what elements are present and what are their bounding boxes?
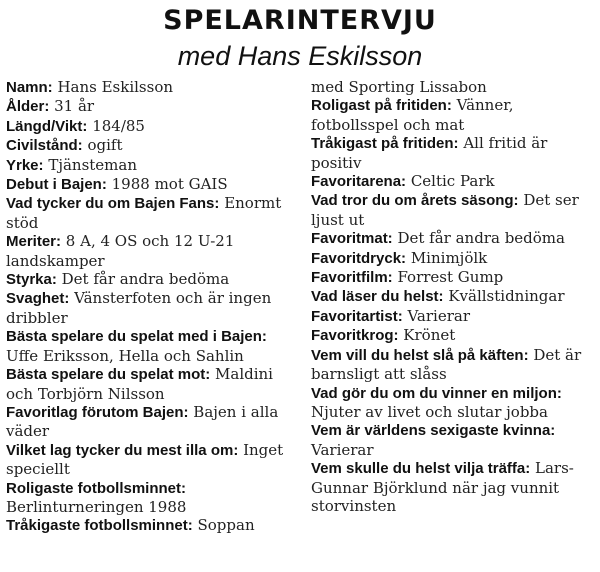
answer-text: 1988 mot GAIS bbox=[111, 175, 228, 194]
interview-entry bbox=[6, 156, 296, 175]
interview-entry bbox=[311, 96, 600, 134]
answer-text: Berlinturneringen 1988 bbox=[6, 497, 187, 516]
question-label: Favoritmat: bbox=[311, 230, 393, 248]
answer-text: All fritid är positiv bbox=[311, 134, 548, 172]
question-label: Svaghet: bbox=[6, 290, 70, 308]
question-label: Favoritlag förutom Bajen: bbox=[6, 403, 189, 421]
answer-text: 8 A, 4 OS och 12 U-21 landskamper bbox=[6, 232, 235, 270]
answer-text: 31 år bbox=[54, 97, 95, 116]
interview-entry bbox=[6, 365, 296, 403]
interview-entry bbox=[311, 134, 600, 172]
interview-column-left bbox=[6, 78, 296, 536]
question-label: Favoritartist: bbox=[311, 307, 403, 325]
question-label: Favoritarena: bbox=[311, 173, 407, 191]
question-label: Vad läser du helst: bbox=[311, 288, 444, 306]
interview-entry bbox=[6, 78, 296, 97]
question-label: Favoritdryck: bbox=[311, 249, 407, 267]
interview-entry bbox=[6, 289, 296, 327]
answer-text: Inget speciellt bbox=[6, 440, 284, 479]
answer-text: Lars-Gunnar Björklund när jag vunnit storvinsten bbox=[311, 459, 574, 515]
interview-column-right bbox=[311, 78, 600, 515]
interview-entry bbox=[6, 175, 296, 194]
page-subtitle: med Hans Eskilsson bbox=[177, 41, 423, 71]
question-label: Bästa spelare du spelat med i Bajen: bbox=[6, 328, 267, 346]
interview-entry bbox=[6, 516, 296, 535]
answer-text: Det får andra bedöma bbox=[61, 270, 230, 289]
interview-entry bbox=[311, 346, 600, 384]
question-label: Bästa spelare du spelat mot: bbox=[6, 366, 211, 384]
interview-entry bbox=[6, 479, 296, 517]
interview-entry bbox=[6, 194, 296, 232]
interview-entry bbox=[6, 136, 296, 155]
question-label: Vilket lag tycker du mest illa om: bbox=[6, 441, 239, 459]
answer-text: Det är barnsligt att slåss bbox=[311, 345, 582, 384]
answer-text: Celtic Park bbox=[410, 172, 495, 191]
interview-entry bbox=[311, 172, 600, 191]
question-label: Favoritkrog: bbox=[311, 327, 399, 345]
answer-text: Bajen i alla väder bbox=[6, 402, 279, 441]
question-label: Styrka: bbox=[6, 271, 57, 289]
answer-text: ogift bbox=[87, 136, 123, 155]
answer-text: Vänsterfoten och är ingen dribbler bbox=[6, 289, 272, 327]
answer-text: Enormt stöd bbox=[6, 194, 282, 232]
page-title: SPELARINTERVJU bbox=[163, 5, 437, 36]
answer-text: Vänner, fotbollsspel och mat bbox=[311, 96, 514, 134]
answer-text: Soppan bbox=[197, 516, 255, 535]
interview-entry bbox=[6, 441, 296, 479]
interview-entry bbox=[311, 307, 600, 326]
question-label: Vad tror du om årets säsong: bbox=[311, 192, 519, 210]
answer-text: Minimjölk bbox=[410, 248, 488, 267]
question-label: Vem är världens sexigaste kvinna: bbox=[311, 422, 556, 440]
question-label: Debut i Bajen: bbox=[6, 176, 107, 194]
question-label: Tråkigaste fotbollsminnet: bbox=[6, 517, 193, 535]
answer-text: Krönet bbox=[403, 326, 456, 345]
interview-entry bbox=[311, 229, 600, 248]
interview-entry bbox=[6, 232, 296, 270]
interview-entry bbox=[6, 97, 296, 116]
answer-text: Maldini och Torbjörn Nilsson bbox=[6, 365, 273, 403]
question-label: Civilstånd: bbox=[6, 137, 83, 155]
question-label: Tråkigast på fritiden: bbox=[311, 135, 459, 153]
question-label: Vad gör du om du vinner en miljon: bbox=[311, 384, 562, 402]
question-label: Favoritfilm: bbox=[311, 269, 393, 287]
answer-text: Kvällstidningar bbox=[448, 287, 565, 306]
answer-text: Tjänsteman bbox=[48, 155, 138, 174]
answer-text: Det får andra bedöma bbox=[397, 229, 565, 248]
question-label: Ålder: bbox=[6, 98, 50, 116]
interview-entry bbox=[311, 268, 600, 287]
answer-text: Varierar bbox=[311, 440, 374, 459]
interview-entry bbox=[311, 191, 600, 229]
question-label: Meriter: bbox=[6, 233, 62, 251]
question-label: Vad tycker du om Bajen Fans: bbox=[6, 195, 220, 213]
interview-entry bbox=[6, 327, 296, 365]
question-label: Roligaste fotbollsminnet: bbox=[6, 479, 186, 497]
question-label: Längd/Vikt: bbox=[6, 117, 88, 135]
question-label: Vem skulle du helst vilja träffa: bbox=[311, 460, 531, 478]
question-label: Namn: bbox=[6, 79, 53, 96]
continuation-text bbox=[311, 78, 600, 96]
interview-entry bbox=[311, 459, 600, 515]
answer-text: Forrest Gump bbox=[397, 268, 504, 287]
interview-entry bbox=[311, 384, 600, 422]
question-label: Roligast på fritiden: bbox=[311, 97, 452, 115]
answer-text: Hans Eskilsson bbox=[57, 78, 174, 96]
question-label: Vem vill du helst slå på käften: bbox=[311, 346, 529, 364]
answer-text: Njuter av livet och slutar jobba bbox=[311, 402, 548, 421]
interview-entry bbox=[6, 403, 296, 441]
question-label: Yrke: bbox=[6, 156, 44, 174]
interview-entry bbox=[311, 421, 600, 459]
interview-entry bbox=[6, 270, 296, 289]
interview-entry bbox=[311, 326, 600, 345]
answer-text: 184/85 bbox=[92, 116, 145, 135]
answer-text: Varierar bbox=[407, 306, 470, 325]
interview-entry bbox=[311, 249, 600, 268]
answer-text: Det ser ljust ut bbox=[311, 191, 579, 229]
interview-entry bbox=[311, 287, 600, 306]
answer-text: Uffe Eriksson, Hella och Sahlin bbox=[6, 346, 244, 365]
continuation-answer: med Sporting Lissabon bbox=[311, 78, 487, 96]
interview-entry bbox=[6, 117, 296, 136]
